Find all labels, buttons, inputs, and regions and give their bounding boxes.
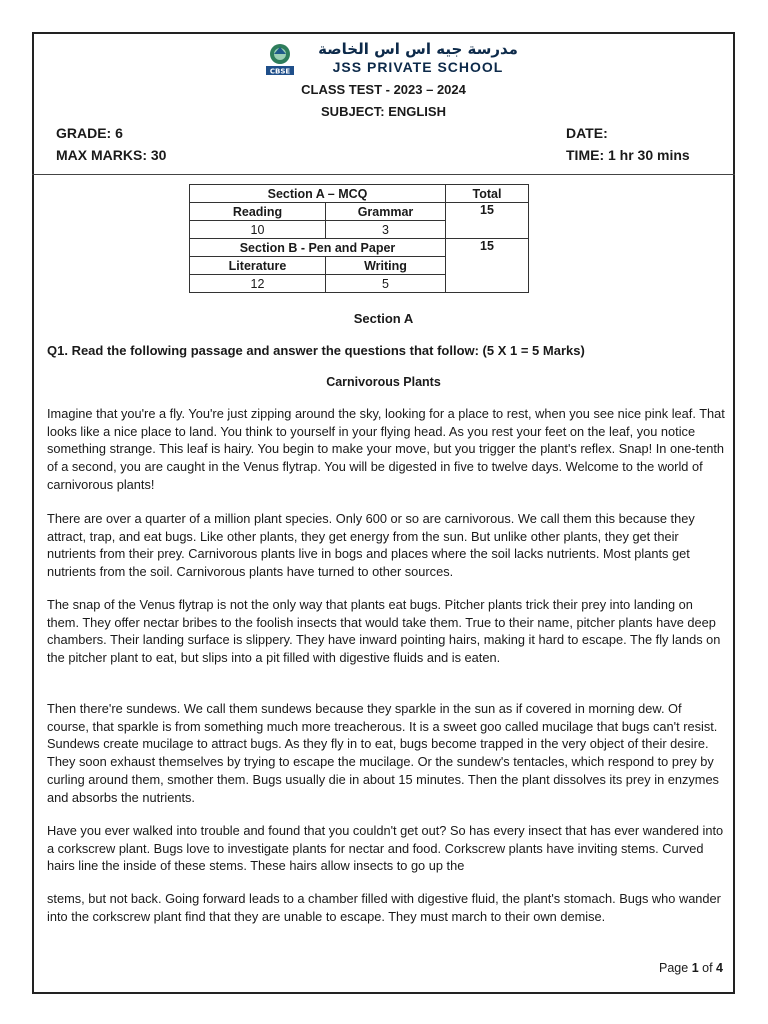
grammar-header: Grammar — [326, 203, 446, 221]
paragraph: The snap of the Venus flytrap is not the only way that plants eat bugs. Pitcher plants trick their prey into landing on them. They offer nectar bribes to the foolish insects that would take them. True to their name, pitcher plants have deep chambers. Their landing surface is slippery. They have inward pointing hairs, making it hard to escape. The fly lands on the pitcher plant to eat, but slips into a pit filled with digestive fluids and is eaten. — [47, 597, 721, 666]
paragraph: Imagine that you're a fly. You're just zipping around the sky, looking for a place to rest, when you see nice pink leaf. That looks like a nice place to land. You think to yourself in your flying head. As you rest your feet on the leaf, you notice something strange. This leaf is hairy. You begin to make your move, but you trigger the plant's reflex. Snap! In one-tenth of a second, you are caught in the Venus flytrap. You will be digested in five to twelve days. Welcome to the world of carnivorous plants! — [47, 406, 725, 492]
header-divider — [32, 174, 735, 175]
page-footer — [659, 961, 723, 975]
section-b-header: Section B - Pen and Paper — [190, 239, 446, 257]
marks-table — [189, 184, 529, 293]
literature-marks: 12 — [190, 275, 326, 293]
grade-label: GRADE: 6 — [56, 125, 123, 141]
school-name: JSS PRIVATE SCHOOL — [332, 59, 504, 75]
page-total: 4 — [716, 961, 723, 975]
paragraph: stems, but not back. Going forward leads to a chamber filled with digestive fluid, the plant's stomach. Bugs who wander into the corkscrew plant find that they are unable to escape. They must march to their own demise. — [47, 891, 721, 924]
class-test-title: CLASS TEST - 2023 – 2024 — [301, 82, 466, 97]
page-number: 1 — [691, 961, 699, 975]
logo-text: CBSE — [269, 67, 291, 76]
reading-header: Reading — [190, 203, 326, 221]
subject-title: SUBJECT: ENGLISH — [321, 104, 446, 119]
school-logo — [262, 42, 298, 76]
page-word: Page — [659, 961, 689, 975]
of-word: of — [702, 961, 713, 975]
total-header: Total — [446, 185, 529, 203]
section-a-header: Section A – MCQ — [190, 185, 446, 203]
paragraph: There are over a quarter of a million plant species. Only 600 or so are carnivorous. We call them this because they attract, trap, and eat bugs. Like other plants, they get energy from the sun. But unlike other plants, they get their nutrients from their prey. Carnivorous plants live in bogs and places where the soil lacks nutrients. Most plants get nutrients from the soil. Carnivorous plants have turned to other sources. — [47, 511, 695, 580]
writing-marks: 5 — [326, 275, 446, 293]
max-marks-label: MAX MARKS: 30 — [56, 147, 167, 163]
writing-header: Writing — [326, 257, 446, 275]
question-text: Q1. Read the following passage and answer the questions that follow: (5 X 1 = 5 Marks) — [47, 343, 585, 358]
section-b-total: 15 — [446, 239, 529, 293]
passage-title: Carnivorous Plants — [326, 375, 441, 389]
paragraph: Have you ever walked into trouble and found that you couldn't get out? So has every insect that has ever wandered into a corkscrew plant. Bugs love to investigate plants for nectar and food. Corkscrew plants have inviting stems. Curved hairs line the inside of these stems. These hairs allow insects to go up the — [47, 823, 724, 874]
literature-header: Literature — [190, 257, 326, 275]
time-label: TIME: 1 hr 30 mins — [566, 147, 690, 163]
paragraph: Then there're sundews. We call them sundews because they sparkle in the sun as if covered in morning dew. Of course, that sparkle is from something much more treacherous. It is a sweet goo called mucilage that bugs can't resist. Sundews create mucilage to attract bugs. As they fly in to eat, bugs become trapped in the very object of their desire. They soon exhaust themselves by trying to escape the mucilage. Or the sundew's tentacles, which respond to prey by curling around them, smother them. Bugs usually die in about 15 minutes. Then the plant dissolves its prey in enzymes and absorbs the nutrients. — [47, 701, 719, 805]
grammar-marks: 3 — [326, 221, 446, 239]
reading-marks: 10 — [190, 221, 326, 239]
section-title: Section A — [353, 311, 414, 326]
school-name-arabic: مدرسة جيه اس اس الخاصة — [318, 40, 518, 58]
section-a-total: 15 — [446, 203, 529, 239]
date-label: DATE: — [566, 125, 608, 141]
